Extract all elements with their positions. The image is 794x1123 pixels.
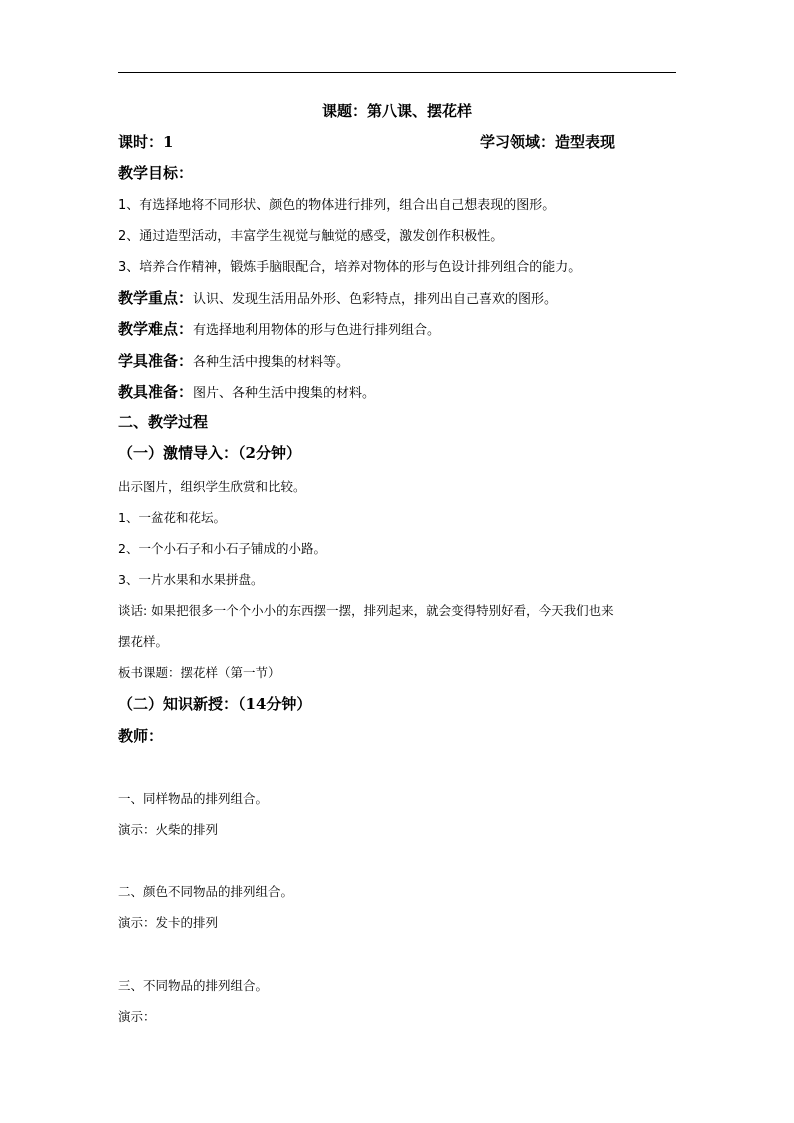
objective-item: 1、有选择地将不同形状、颜色的物体进行排列，组合出自己想表现的图形。 bbox=[118, 198, 556, 213]
key-point-label: 教学重点： bbox=[118, 289, 194, 307]
section1-item: 3、一片水果和水果拼盘。 bbox=[118, 572, 264, 587]
difficulty-text: 有选择地利用物体的形与色进行排列组合。 bbox=[193, 323, 441, 338]
class-hours: 课时：1 bbox=[118, 133, 174, 151]
section1-intro: 出示图片，组织学生欣赏和比较。 bbox=[118, 479, 306, 494]
part-title: 二、颜色不同物品的排列组合。 bbox=[118, 884, 294, 899]
learning-domain: 学习领域：造型表现 bbox=[480, 133, 616, 151]
part-title: 三、不同物品的排列组合。 bbox=[118, 978, 269, 993]
talk-text-line1: 谈话: 如果把很多一个个小小的东西摆一摆，排列起来，就会变得特别好看，今天我们也来 bbox=[118, 603, 614, 618]
objective-item: 3、培养合作精神，锻炼手脑眼配合，培养对物体的形与色设计排列组合的能力。 bbox=[118, 260, 582, 275]
teacher-prep-text: 图片、各种生活中搜集的材料。 bbox=[193, 386, 376, 401]
key-point-line bbox=[118, 288, 557, 310]
section1-item: 2、一个小石子和小石子铺成的小路。 bbox=[118, 541, 326, 556]
lesson-title: 课题：第八课、摆花样 bbox=[321, 102, 472, 120]
section1-item: 1、一盆花和花坛。 bbox=[118, 510, 226, 525]
part-title: 一、同样物品的排列组合。 bbox=[118, 791, 269, 806]
header-rule bbox=[118, 72, 676, 73]
difficulty-line bbox=[118, 319, 440, 341]
teacher-prep-line bbox=[118, 382, 375, 404]
student-prep-text: 各种生活中搜集的材料等。 bbox=[193, 355, 350, 370]
objective-item: 2、通过造型活动，丰富学生视觉与触觉的感受，激发创作积极性。 bbox=[118, 229, 504, 244]
process-heading: 二、教学过程 bbox=[118, 413, 209, 431]
board-title: 板书课题：摆花样（第一节） bbox=[118, 665, 281, 680]
student-prep-line bbox=[118, 351, 349, 373]
part-demo: 演示：发卡的排列 bbox=[118, 915, 219, 930]
teacher-prep-label: 教具准备： bbox=[118, 383, 194, 401]
part-demo: 演示：火柴的排列 bbox=[118, 822, 219, 837]
difficulty-label: 教学难点： bbox=[118, 320, 194, 338]
section1-heading: （一）激情导入：（2分钟） bbox=[118, 444, 301, 462]
objectives-heading: 教学目标： bbox=[118, 164, 194, 182]
student-prep-label: 学具准备： bbox=[118, 352, 194, 370]
teacher-label: 教师： bbox=[118, 727, 164, 745]
key-point-text: 认识、发现生活用品外形、色彩特点，排列出自己喜欢的图形。 bbox=[193, 292, 558, 307]
talk-text-line2: 摆花样。 bbox=[118, 634, 169, 649]
section2-heading: （二）知识新授：（14分钟） bbox=[118, 695, 312, 713]
part-demo: 演示： bbox=[118, 1009, 156, 1024]
